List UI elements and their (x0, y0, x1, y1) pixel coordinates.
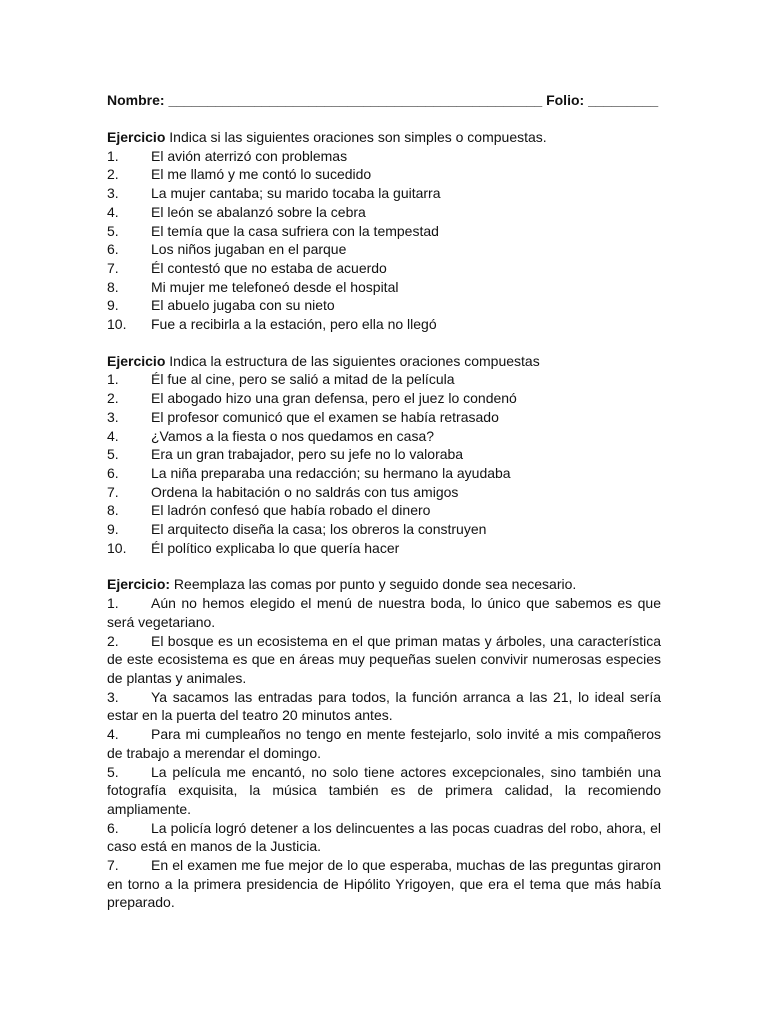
item-text: La niña preparaba una redacción; su hermano la ayudaba (151, 464, 511, 481)
name-blank: ________________________________________________ (168, 92, 543, 108)
item-text: El arquitecto diseña la casa; los obreros la construyen (151, 521, 487, 538)
item-number: 5. (107, 763, 119, 780)
list-item (107, 819, 661, 856)
item-text: Fue a recibirla a la estación, pero ella no llegó (151, 316, 437, 333)
item-text: Él contestó que no estaba de acuerdo (151, 259, 387, 276)
item-number: 1. (107, 147, 119, 164)
exercise-instruction: Reemplaza las comas por punto y seguido donde sea necesario. (170, 576, 577, 593)
list-item (107, 501, 661, 520)
list-item (107, 147, 661, 166)
item-number: 6. (107, 241, 119, 258)
item-text: Él fue al cine, pero se salió a mitad de la película (151, 371, 455, 388)
list-item (107, 315, 661, 334)
item-number: 10. (107, 539, 127, 556)
item-number: 8. (107, 502, 119, 519)
item-number: 5. (107, 446, 119, 463)
exercise-instruction: Indica si las siguientes oraciones son simples o compuestas. (165, 129, 547, 145)
list-item (107, 389, 661, 408)
folio-label: Folio: (546, 92, 585, 108)
item-text: La mujer cantaba; su marido tocaba la guitarra (151, 185, 441, 202)
paragraph-list (107, 594, 661, 912)
item-number: 1. (107, 595, 119, 612)
item-number: 4. (107, 427, 119, 444)
exercise-title: Ejercicio (107, 129, 166, 145)
item-text: El profesor comunicó que el examen se había retrasado (151, 408, 499, 425)
item-number: 2. (107, 632, 119, 649)
item-number: 10. (107, 316, 127, 333)
list-item (107, 370, 661, 389)
list-item (107, 184, 661, 203)
item-text: Ya sacamos las entradas para todos, la función arranca a las 21, lo ideal sería estar en la puerta del teatro 20 minutos antes. (107, 688, 661, 724)
list-item (107, 763, 661, 819)
list-item (107, 165, 661, 184)
list-item (107, 445, 661, 464)
item-text: El temía que la casa sufriera con la tempestad (151, 222, 439, 239)
item-text: Mi mujer me telefoneó desde el hospital (151, 278, 399, 295)
item-text: El abogado hizo una gran defensa, pero el juez lo condenó (151, 390, 517, 407)
list-item (107, 278, 661, 297)
list-item (107, 259, 661, 278)
list-item (107, 222, 661, 241)
item-text: En el examen me fue mejor de lo que esperaba, muchas de las preguntas giraron en torno a la primera presidencia de Hipólito Yrigoyen, que era el tema que más había preparado. (107, 857, 661, 911)
list-item (107, 725, 661, 762)
list-item (107, 240, 661, 259)
list-item (107, 464, 661, 483)
list-item (107, 203, 661, 222)
item-text: Él político explicaba lo que quería hacer (151, 539, 400, 556)
list-item (107, 520, 661, 539)
item-text: Para mi cumpleaños no tengo en mente festejarlo, solo invité a mis compañeros de trabajo a merendar el domingo. (107, 726, 661, 761)
item-number: 7. (107, 259, 119, 276)
list-item (107, 483, 661, 502)
worksheet-content (107, 90, 661, 912)
list-item (107, 856, 661, 912)
exercise-title: Ejercicio: (107, 576, 171, 593)
sentence-list (107, 147, 661, 334)
item-text: El avión aterrizó con problemas (151, 147, 348, 164)
list-item (107, 688, 661, 725)
item-number: 5. (107, 222, 119, 239)
item-text: ¿Vamos a la fiesta o nos quedamos en casa? (151, 427, 435, 444)
item-number: 3. (107, 688, 119, 705)
exercise-heading (107, 352, 661, 371)
exercise-heading (107, 128, 661, 147)
item-text: La policía logró detener a los delincuentes a las pocas cuadras del robo, ahora, el caso está en manos de la Justicia. (107, 819, 661, 855)
item-number: 1. (107, 371, 119, 388)
item-text: La película me encantó, no solo tiene actores excepcionales, sino también una fotografía exquisita, la música también es de primera calidad, la recomiendo ampliamente. (107, 763, 661, 817)
item-text: Los niños jugaban en el parque (151, 241, 347, 258)
item-number: 7. (107, 483, 119, 500)
list-item (107, 296, 661, 315)
list-item (107, 408, 661, 427)
exercise-section-3 (107, 575, 661, 912)
item-number: 4. (107, 203, 119, 220)
exercise-heading (107, 575, 661, 594)
item-number: 4. (107, 726, 119, 743)
item-number: 6. (107, 819, 119, 836)
list-item (107, 427, 661, 446)
name-label: Nombre: (107, 92, 165, 108)
item-text: El me llamó y me contó lo sucedido (151, 166, 372, 183)
list-item (107, 632, 661, 688)
item-number: 6. (107, 464, 119, 481)
exercise-title: Ejercicio (107, 352, 166, 369)
item-text: El león se abalanzó sobre la cebra (151, 203, 366, 220)
item-text: El bosque es un ecosistema en el que priman matas y árboles, una característica de este ecosistema es que en áreas muy pequeñas suelen convivir numerosas especies de plantas y animales. (107, 632, 661, 686)
item-text: Era un gran trabajador, pero su jefe no lo valoraba (151, 446, 464, 463)
header-line (107, 90, 661, 110)
item-number: 2. (107, 390, 119, 407)
item-number: 2. (107, 166, 119, 183)
item-number: 9. (107, 521, 119, 538)
item-number: 7. (107, 857, 119, 874)
item-number: 8. (107, 278, 119, 295)
item-text: El abuelo jugaba con su nieto (151, 297, 335, 314)
exercise-section-2 (107, 352, 661, 558)
sentence-list (107, 370, 661, 557)
exercise-instruction: Indica la estructura de las siguientes oraciones compuestas (165, 352, 540, 369)
exercise-section-1 (107, 128, 661, 334)
item-number: 3. (107, 185, 119, 202)
list-item (107, 539, 661, 558)
item-text: Ordena la habitación o no saldrás con tus amigos (151, 483, 459, 500)
item-text: El ladrón confesó que había robado el dinero (151, 502, 431, 519)
list-item (107, 594, 661, 631)
folio-blank: _________ (588, 92, 659, 108)
item-number: 9. (107, 297, 119, 314)
item-text: Aún no hemos elegido el menú de nuestra boda, lo único que sabemos es que será vegetariano. (107, 595, 661, 630)
item-number: 3. (107, 408, 119, 425)
